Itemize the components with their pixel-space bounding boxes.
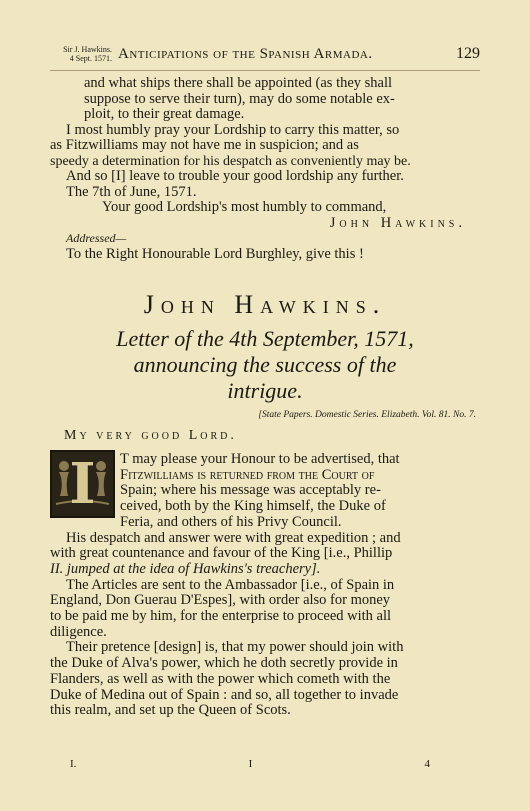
text-line: this realm, and set up the Queen of Scots. (50, 702, 291, 719)
text-line: the Duke of Alva's power, which he doth secretly provide in (50, 655, 398, 672)
text-line: His despatch and answer were with great expedition ; and (66, 529, 401, 546)
signature-marks (70, 758, 430, 772)
title-line: announcing the success of the (133, 352, 397, 377)
text-line: diligence. (50, 623, 107, 640)
signature-mark-left: I. (70, 758, 77, 770)
text-line: Fitzwilliams is returned from the Court of (120, 466, 375, 483)
signature: John Hawkins. (329, 214, 466, 231)
letter-body (50, 452, 480, 719)
text-line: I most humbly pray your Lordship to carry this matter, so (66, 121, 400, 138)
source-citation: [State Papers. Domestic Series. Elizabeth. Vol. 81. No. 7. (258, 410, 476, 420)
text-line: to be paid me by him, for the enterprise to proceed with all (50, 608, 392, 625)
drop-cap-letter: I (69, 451, 96, 517)
marginal-note-line: Sir J. Hawkins. (63, 45, 112, 54)
page-number: 129 (456, 45, 480, 62)
address-line: To the Right Honourable Lord Burghley, give this ! (66, 245, 364, 262)
marginal-note-line: 4 Sept. 1571. (69, 54, 112, 63)
signature-mark-center: I (248, 758, 253, 770)
signature-mark-right: 4 (424, 758, 430, 770)
header-rule (50, 70, 480, 71)
text-line: Feria, and others of his Privy Council. (120, 513, 342, 530)
text-line: ploit, to their great damage. (84, 106, 245, 122)
text-line: with great countenance and favour of the King [i.e., Phillip (50, 545, 393, 562)
page-header (50, 40, 480, 68)
date-line: The 7th of June, 1571. (66, 183, 197, 200)
text-line: Spain; where his message was acceptably re- (120, 482, 381, 499)
text-line: and what ships there shall be appointed (as they shall (84, 75, 393, 91)
text-line: And so [I] leave to trouble your good lordship any further. (66, 168, 404, 184)
closing-line: Your good Lordship's most humbly to command, (102, 199, 387, 215)
text-line: as Fitzwilliams may not have me in suspicion; and as (50, 137, 359, 153)
text-line: T may please your Honour to be advertised, that (120, 451, 400, 467)
text-line: ceived, both by the King himself, the Duke of (120, 498, 386, 515)
title-line: intrigue. (227, 378, 303, 403)
salutation: My very good Lord. (64, 428, 237, 443)
text-line: Flanders, as well as with the power which cometh with the (50, 670, 391, 687)
letter-title (50, 326, 480, 404)
address-label: Addressed— (66, 231, 127, 245)
text-line: Duke of Medina out of Spain : and so, all together to invade (50, 686, 399, 703)
running-title: Anticipations of the Spanish Armada. (118, 45, 373, 62)
previous-letter-ending (50, 76, 480, 262)
text-line: speedy a determination for his despatch as conveniently may be. (50, 153, 411, 169)
letter-author-heading: John Hawkins. (143, 290, 387, 319)
text-line: II. jumped at the idea of Hawkins's treachery]. (50, 560, 321, 577)
text-line: Their pretence [design] is, that my power should join with (66, 639, 404, 656)
text-line: The Articles are sent to the Ambassador [i.e., of Spain in (66, 576, 395, 593)
text-line: England, Don Guerau D'Espes], with order also for money (50, 592, 391, 609)
title-line: Letter of the 4th September, 1571, (116, 326, 414, 351)
text-line: suppose to serve their turn), may do some notable ex- (84, 90, 395, 107)
marginal-note (50, 45, 112, 63)
